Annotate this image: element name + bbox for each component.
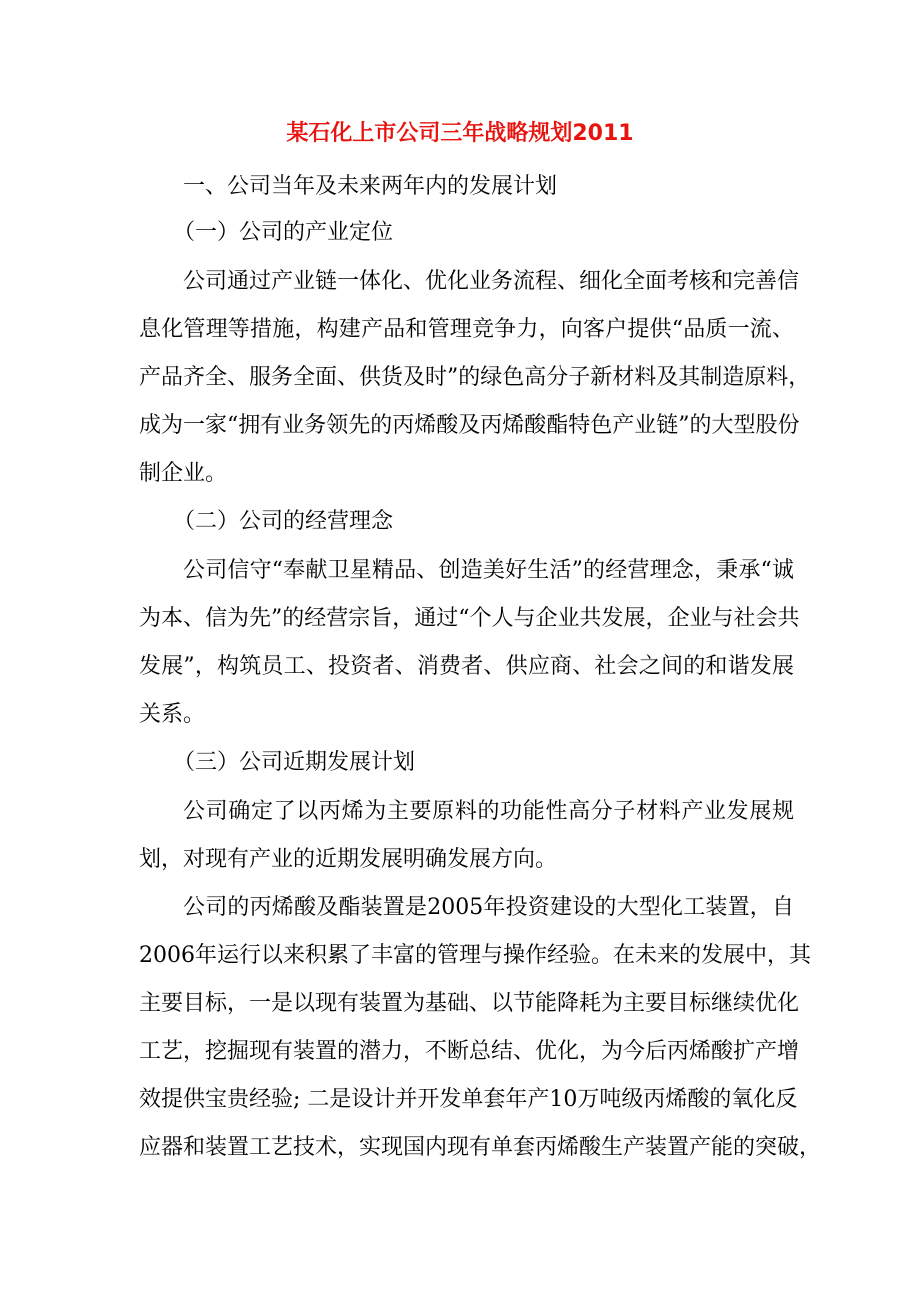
section-3-para-2-line: 效提供宝贵经验; 二是设计并开发单套年产10万吨级丙烯酸的氧化反 xyxy=(139,1087,798,1112)
section-1-line: 息化管理等措施，构建产品和管理竞争力，向客户提供“品质一流、 xyxy=(139,317,794,342)
document-title: 某石化上市公司三年战略规划2011 xyxy=(286,121,634,146)
section-2-line: 发展”，构筑员工、投资者、消费者、供应商、社会之间的和谐发展 xyxy=(139,654,794,679)
section-2-line: 公司信守“奉献卫星精品、创造美好生活”的经营理念，秉承“诚 xyxy=(183,558,794,583)
section-3-para-1-line: 划，对现有产业的近期发展明确发展方向。 xyxy=(139,847,558,872)
section-2-line: 关系。 xyxy=(139,702,206,727)
section-3-heading: （三）公司近期发展计划 xyxy=(173,750,416,775)
section-1-line: 公司通过产业链一体化、优化业务流程、细化全面考核和完善信 xyxy=(183,269,800,294)
section-2-line: 为本、信为先”的经营宗旨，通过“个人与企业共发展，企业与社会共 xyxy=(139,606,800,631)
section-1-line: 产品齐全、服务全面、供货及时”的绿色高分子新材料及其制造原料， xyxy=(139,365,811,390)
section-1-line: 成为一家“拥有业务领先的丙烯酸及丙烯酸酯特色产业链”的大型股份 xyxy=(139,413,800,438)
section-1-line: 制企业。 xyxy=(139,461,228,486)
section-2-heading: （二）公司的经营理念 xyxy=(173,509,394,534)
section-3-para-2-line: 主要目标，一是以现有装置为基础、以节能降耗为主要目标继续优化 xyxy=(139,991,800,1016)
section-1-heading: （一）公司的产业定位 xyxy=(173,220,394,245)
heading-1: 一、公司当年及未来两年内的发展计划 xyxy=(183,174,558,199)
section-3-para-2-line: 2006年运行以来积累了丰富的管理与操作经验。在未来的发展中，其 xyxy=(139,943,811,968)
section-3-para-2-line: 应器和装置工艺技术，实现国内现有单套丙烯酸生产装置产能的突破， xyxy=(139,1135,822,1160)
section-3-para-1-line: 公司确定了以丙烯为主要原料的功能性高分子材料产业发展规 xyxy=(183,799,794,824)
section-3-para-2-line: 工艺，挖掘现有装置的潜力，不断总结、优化，为今后丙烯酸扩产增 xyxy=(139,1039,800,1064)
section-3-para-2-line: 公司的丙烯酸及酯装置是2005年投资建设的大型化工装置，自 xyxy=(183,895,794,920)
